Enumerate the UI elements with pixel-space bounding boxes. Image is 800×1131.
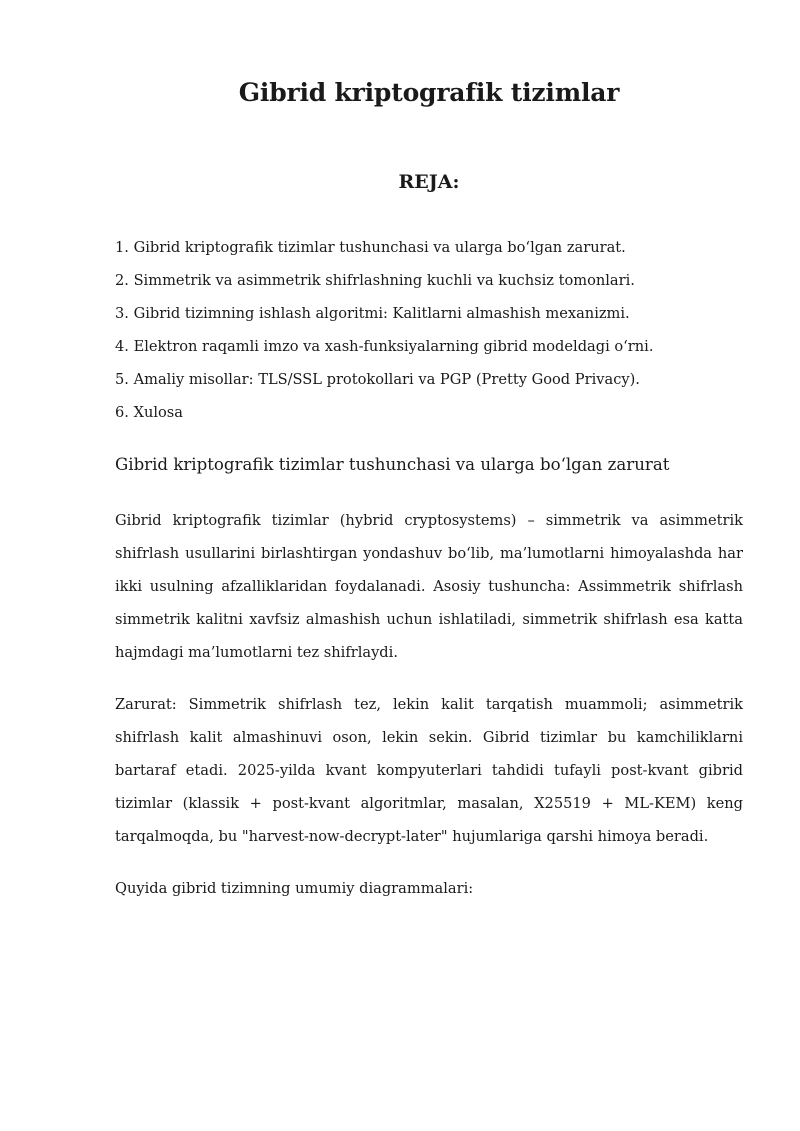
section-heading: Gibrid kriptografik tizimlar tushunchasi va ularga bo‘lgan zarurat	[115, 455, 670, 474]
paragraph-diagrams-intro: Quyida gibrid tizimning umumiy diagrammalari:	[115, 880, 474, 897]
plan-list	[115, 237, 760, 435]
plan-heading: REJA:	[398, 171, 460, 193]
plan-item: 1. Gibrid kriptografik tizimlar tushunchasi va ularga bo‘lgan zarurat.	[115, 239, 626, 256]
paragraph-definition: Gibrid kriptografik tizimlar (hybrid cryptosystems) – simmetrik va asimmetrik shifrlash usullarini birlashtirgan yondashuv bo‘lib, ma’lumotlarni himoyalashda har ikki usulning afzalliklaridan foydalanadi. Asosiy tushuncha: Assimmetrik shifrlash simmetrik kalitni xavfsiz almashish uchun ishlatiladi, simmetrik shifrlash esa katta hajmdagi ma’lumotlarni tez shifrlaydi.	[115, 512, 743, 661]
plan-item: 3. Gibrid tizimning ishlash algoritmi: Kalitlarni almashish mexanizmi.	[115, 305, 630, 322]
paragraph-need: Zarurat: Simmetrik shifrlash tez, lekin kalit tarqatish muammoli; asimmetrik shifrlash kalit almashinuvi oson, lekin sekin. Gibrid tizimlar bu kamchiliklarni bartaraf etadi. 2025-yilda kvant kompyuterlari tahdidi tufayli post-kvant gibrid tizimlar (klassik + post-kvant algoritmlar, masalan, X25519 + ML-KEM) keng tarqalmoqda, bu "harvest-now-decrypt-later" hujumlariga qarshi himoya beradi.	[115, 696, 743, 845]
document-title: Gibrid kriptografik tizimlar	[238, 78, 620, 107]
plan-item: 5. Amaliy misollar: TLS/SSL protokollari va PGP (Pretty Good Privacy).	[115, 371, 640, 388]
plan-item: 2. Simmetrik va asimmetrik shifrlashning kuchli va kuchsiz tomonlari.	[115, 272, 635, 289]
plan-item: 6. Xulosa	[115, 404, 183, 421]
plan-item: 4. Elektron raqamli imzo va xash-funksiyalarning gibrid modeldagi o‘rni.	[115, 338, 654, 355]
